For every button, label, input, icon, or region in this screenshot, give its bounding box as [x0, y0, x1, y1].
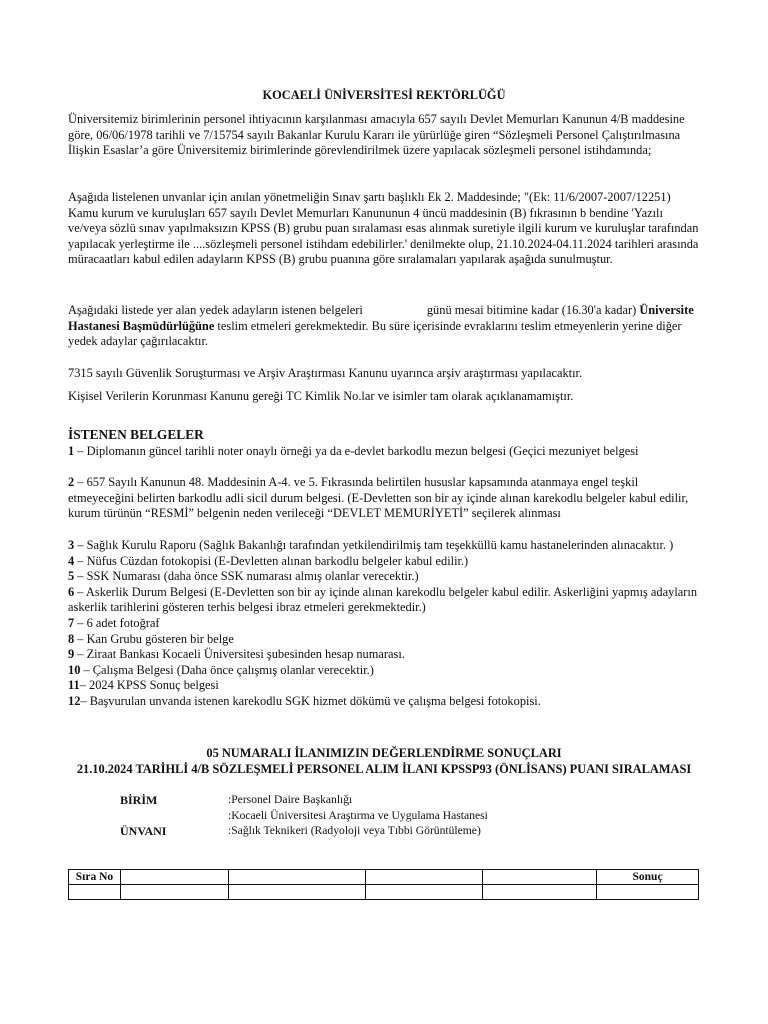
document-item-1: 1 – Diplomanın güncel tarihli noter onaylı örneği ya da e-devlet barkodlu mezun belgesi (Geçici mezuniyet belgesi — [68, 444, 639, 458]
document-item-11: 11– 2024 KPSS Sonuç belgesi — [68, 678, 219, 693]
archive-paragraph — [68, 366, 700, 382]
submission-paragraph — [68, 303, 700, 350]
submission-text-1: Aşağıdaki listede yer alan yedek adayların istenen belgeleri — [68, 303, 363, 317]
document-item-3: 3 – Sağlık Kurulu Raporu (Sağlık Bakanlığı tarafından yetkilendirilmiş tam teşekküllü kamu hastanelerinden alınacaktır. ) — [68, 538, 674, 552]
birim-value-1: :Personel Daire Başkanlığı — [228, 793, 353, 806]
document-item-9: 9 – Ziraat Bankası Kocaeli Üniversitesi şubesinden hesap numarası. — [68, 647, 405, 662]
privacy-paragraph — [68, 389, 700, 405]
document-title: KOCAELİ ÜNİVERSİTESİ REKTÖRLÜĞÜ — [262, 88, 506, 102]
document-item-7: 7 – 6 adet fotoğraf — [68, 615, 160, 630]
documents-heading-block — [68, 427, 700, 443]
document-item-4: 4 – Nüfus Cüzdan fotokopisi (E-Devletten alınan barkodlu belgeler kabul edilir.) — [68, 553, 469, 568]
table-cell — [365, 885, 483, 900]
privacy-text: Kişisel Verilerin Korunması Kanunu gereği TC Kimlik No.lar ve isimler tam olarak açıklanamamıştır. — [68, 389, 574, 403]
document-list-rest — [68, 538, 700, 710]
archive-text: 7315 sayılı Güvenlik Soruşturması ve Arşiv Araştırması Kanunu uyarınca arşiv araştırması yapılacaktır. — [68, 366, 583, 380]
submission-text-2: günü mesai bitimine kadar (16.30'a kadar) — [426, 303, 637, 317]
unvan-value: :Sağlık Teknikeri (Radyoloji veya Tıbbi Görüntüleme) — [228, 824, 481, 837]
header-col-4 — [365, 870, 483, 885]
submission-office: Üniversite Hastanesi Başmüdürlüğüne — [68, 303, 694, 333]
results-titles — [68, 746, 700, 777]
intro-text: Üniversitemiz birimlerinin personel ihtiyacının karşılanması amacıyla 657 sayılı Devlet Memurları Kanunun 4/B maddesine göre, 06/06/1978 tarihli ve 7/15754 sayılı Bakanlar Kurulu Kararı ile yürürlüğe giren “Sözleşmeli Personel Çalıştırılmasına İlişkin Esaslar’a göre Üniversitemiz birimlerinde görevlendirilmek üzere yapılacak sözleşmeli personel istihdamında; — [68, 112, 685, 158]
table-cell — [228, 885, 365, 900]
results-title-1: 05 NUMARALI İLANIMIZIN DEĞERLENDİRME SONUÇLARI — [206, 746, 562, 760]
table-cell — [69, 885, 121, 900]
regulation-text: Aşağıda listelenen unvanlar için anılan yönetmeliğin Sınav şartı başlıklı Ek 2. Maddesinde; "(Ek: 11/6/2007-2007/12251) Kamu kurum ve kuruluşları 657 sayılı Devlet Memurları Kanununun 4 üncü maddesinin (B) fıkrasının b bendine 'Yazılı ve/veya sözlü sınav yapılmaksızın KPSS (B) grubu puan sıralaması esas alınmak suretiyle ilgili kurum ve kuruluşlar tarafından yapılacak yerleştirme ile ....sözleşmeli personel istihdam edebilirler.' denilmekte olup, 21.10.2024-04.11.2024 tarihleri arasında müracaatları kabul edilen adayların KPSS (B) grubu puanına göre sıralamaları yapılarak aşağıda sunulmuştur. — [68, 190, 699, 267]
document-item-12: 12– Başvurulan unvanda istenen karekodlu SGK hizmet dökümü ve çalışma belgesi fotokopisi. — [68, 693, 541, 708]
table-cell — [597, 885, 699, 900]
document-item-5: 5 – SSK Numarası (daha önce SSK numarası almış olanlar verecektir.) — [68, 569, 419, 584]
header-col-3 — [228, 870, 365, 885]
header-sira-no: Sıra No — [69, 870, 121, 885]
table-cell — [120, 885, 228, 900]
table-header-row — [69, 870, 699, 885]
table-cell — [483, 885, 597, 900]
header-sonuc: Sonuç — [597, 870, 699, 885]
intro-paragraph — [68, 112, 700, 159]
table-row — [69, 885, 699, 900]
results-table — [68, 869, 699, 900]
regulation-paragraph — [68, 190, 700, 268]
document-item-8: 8 – Kan Grubu gösteren bir belge — [68, 631, 234, 646]
header-col-2 — [120, 870, 228, 885]
header-col-5 — [483, 870, 597, 885]
submission-text-3: teslim etmeleri gerekmektedir. Bu süre içerisinde evraklarını teslim etmeyenlerin yerine diğer yedek adaylar çağırılacaktır. — [68, 318, 682, 349]
documents-heading: İSTENEN BELGELER — [68, 427, 204, 442]
birim-label: BİRİM — [120, 793, 158, 807]
results-title-2: 21.10.2024 TARİHLİ 4/B SÖZLEŞMELİ PERSONEL ALIM İLANI KPSSP93 (ÖNLİSANS) PUANI SIRALAMASI — [76, 761, 692, 776]
unvan-label: ÜNVANI — [120, 824, 167, 838]
document-item-10: 10 – Çalışma Belgesi (Daha önce çalışmış olanlar verecektir.) — [68, 662, 374, 677]
document-item-6: 6 – Askerlik Durum Belgesi (E-Devletten son bir ay içinde alınan karekodlu belgeler kabul edilir. Askerliğini yapmış adayların askerlik tarihlerini gösteren terhis belgesi ibraz etmeleri gerekmektedir.) — [68, 584, 698, 615]
document-item-2: 2 – 657 Sayılı Kanunun 48. Maddesinin A-4. ve 5. Fıkrasında belirtilen hususlar kapsamında atanmaya engel teşkil etmeyeceğini belirten barkodlu adli sicil durum belgesi. (E-Devletten son bir ay içinde alınan karekodlu belgeler kabul edilir, kurum türünün “RESMİ” belgenin neden verileceği “DEVLET MEMURİYETİ” seçilerek alınması — [68, 475, 689, 521]
birim-value-2: :Kocaeli Üniversitesi Araştırma ve Uygulama Hastanesi — [228, 809, 488, 822]
